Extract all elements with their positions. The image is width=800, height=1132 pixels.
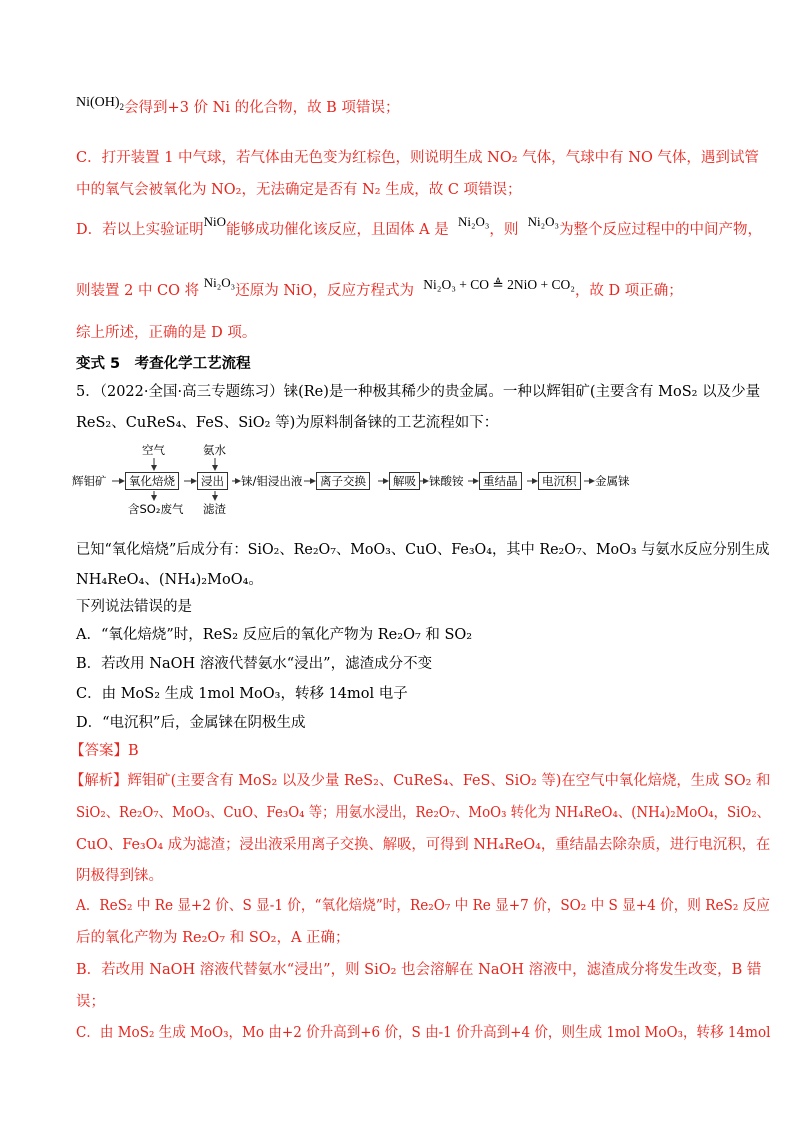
flow-input-air: 空气 xyxy=(142,443,165,457)
ni-oh2-formula: $Ni(OH)_2$ xyxy=(76,95,125,112)
question-ask: 下列说法错误的是 xyxy=(76,599,192,615)
analysis-a-line-1: A．ReS₂ 中 Re 显+2 价、S 显-1 价，“氧化焙烧”时，Re₂O₇ 中 Re 显+7 价，SO₂ 中 S 显+4 价，则 ReS₂ 反应 xyxy=(76,898,770,914)
analysis-c-line-1: C．由 MoS₂ 生成 MoO₃，Mo 由+2 价升高到+6 价，S 由-1 价升高到+4 价，则生成 1mol MoO₃，转移 14mol xyxy=(76,1025,771,1041)
ni-oh2-text: 会得到+3 价 Ni 的化合物，故 B 项错误； xyxy=(124,100,400,116)
option-d-text-f: 还原为 NiO，反应方程式为 xyxy=(235,283,415,299)
analysis-line-1: 【解析】辉钼矿(主要含有 MoS₂ 以及少量 ReS₂、CuReS₄、FeS、SiO₂ 等)在空气中氧化焙烧，生成 SO₂ 和 xyxy=(70,773,771,789)
flow-output-residue: 滤渣 xyxy=(203,502,226,516)
question-line-1: 5．（2022·全国·高三专题练习）铼(Re)是一种极其稀少的贵金属。一种以辉钼矿(主要含有 MoS₂ 以及少量 xyxy=(76,384,761,400)
flow-salt: 铼酸铵 xyxy=(429,474,464,488)
flow-step-leach: 浸出 xyxy=(197,472,228,490)
flow-input-ammonia: 氨水 xyxy=(203,443,226,457)
section-title: 变式 5 考查化学工艺流程 xyxy=(76,356,251,372)
flow-step-ion-exchange: 离子交换 xyxy=(316,472,370,490)
flow-product-metal: 金属铼 xyxy=(595,474,630,488)
reaction-equation: Ni₂O₃ + CO ≜ 2NiO + CO₂ xyxy=(423,277,575,292)
option-b: B．若改用 NaOH 溶液代替氨水“浸出”，滤渣成分不变 xyxy=(76,656,433,672)
option-c-line-1: C．打开装置 1 中气球，若气体由无色变为红棕色，则说明生成 NO₂ 气体，气球中有 NO 气体，遇到试管 xyxy=(76,150,759,166)
ni2o3-formula-3: Ni₂O₃ xyxy=(203,275,236,290)
option-c: C．由 MoS₂ 生成 1mol MoO₃，转移 14mol 电子 xyxy=(76,686,408,702)
analysis-line-4: 阴极得到铼。 xyxy=(76,868,163,884)
nio-formula: NiO xyxy=(203,214,227,229)
known-line-2: NH₄ReO₄、(NH₄)₂MoO₄。 xyxy=(76,572,263,588)
option-d-line-2 xyxy=(76,275,683,301)
process-flow-diagram xyxy=(72,440,652,520)
flow-start-ore: 辉钼矿 xyxy=(72,474,107,488)
ni2o3-formula-2: Ni₂O₃ xyxy=(527,214,560,229)
question-line-2: ReS₂、CuReS₄、FeS、SiO₂ 等)为原料制备铼的工艺流程如下： xyxy=(76,415,499,431)
flow-step-recrystallize: 重结晶 xyxy=(479,472,522,490)
option-d-line-1 xyxy=(76,214,763,240)
known-line-1: 已知“氧化焙烧”后成分有：SiO₂、Re₂O₇、MoO₃、CuO、Fe₃O₄，其中 Re₂O₇、MoO₃ 与氨水反应分别生成 xyxy=(76,542,770,558)
flow-step-roast: 氧化焙烧 xyxy=(125,472,179,490)
analysis-b-line-2: 误； xyxy=(76,994,105,1010)
option-d-text-a: D．若以上实验证明 xyxy=(76,222,204,238)
analysis-line-3: CuO、Fe₃O₄ 成为滤渣；浸出液采用离子交换、解吸，可得到 NH₄ReO₄，重结晶去除杂质，进行电沉积，在 xyxy=(76,837,771,853)
summary-line: 综上所述，正确的是 D 项。 xyxy=(76,325,257,341)
option-d-text-e: 则装置 2 中 CO 将 xyxy=(76,283,200,299)
option-d-text-d: 为整个反应过程中的中间产物， xyxy=(559,222,763,238)
option-d-text-g: ，故 D 项正确； xyxy=(574,283,683,299)
analysis-a-line-2: 后的氧化产物为 Re₂O₇ 和 SO₂，A 正确； xyxy=(76,930,350,946)
option-a: A．“氧化焙烧”时，ReS₂ 反应后的氧化产物为 Re₂O₇ 和 SO₂ xyxy=(76,627,473,643)
option-d: D．“电沉积”后，金属铼在阴极生成 xyxy=(76,715,306,731)
ni2o3-formula-1: Ni₂O₃ xyxy=(457,214,490,229)
flow-output-gas: 含SO₂废气 xyxy=(128,502,184,516)
analysis-line-2: SiO₂、Re₂O₇、MoO₃、CuO、Fe₃O₄ 等；用氨水浸出，Re₂O₇、MoO₃ 转化为 NH₄ReO₄、(NH₄)₂MoO₄，SiO₂、 xyxy=(76,805,771,821)
analysis-b-line-1: B．若改用 NaOH 溶液代替氨水“浸出”，则 SiO₂ 也会溶解在 NaOH 溶液中，滤渣成分将发生改变，B 错 xyxy=(76,962,762,978)
answer-label: 【答案】B xyxy=(70,743,139,759)
option-c-line-2: 中的氧气会被氧化为 NO₂，无法确定是否有 N₂ 生成，故 C 项错误； xyxy=(76,182,522,198)
flow-step-desorb: 解吸 xyxy=(389,472,420,490)
ni-oh2-line xyxy=(76,95,400,119)
option-d-text-c: ，则 xyxy=(489,222,519,238)
flow-step-electrodeposit: 电沉积 xyxy=(538,472,581,490)
flow-liquid: 铼/钼浸出液 xyxy=(241,474,303,488)
option-d-text-b: 能够成功催化该反应，且固体 A 是 xyxy=(226,222,449,238)
